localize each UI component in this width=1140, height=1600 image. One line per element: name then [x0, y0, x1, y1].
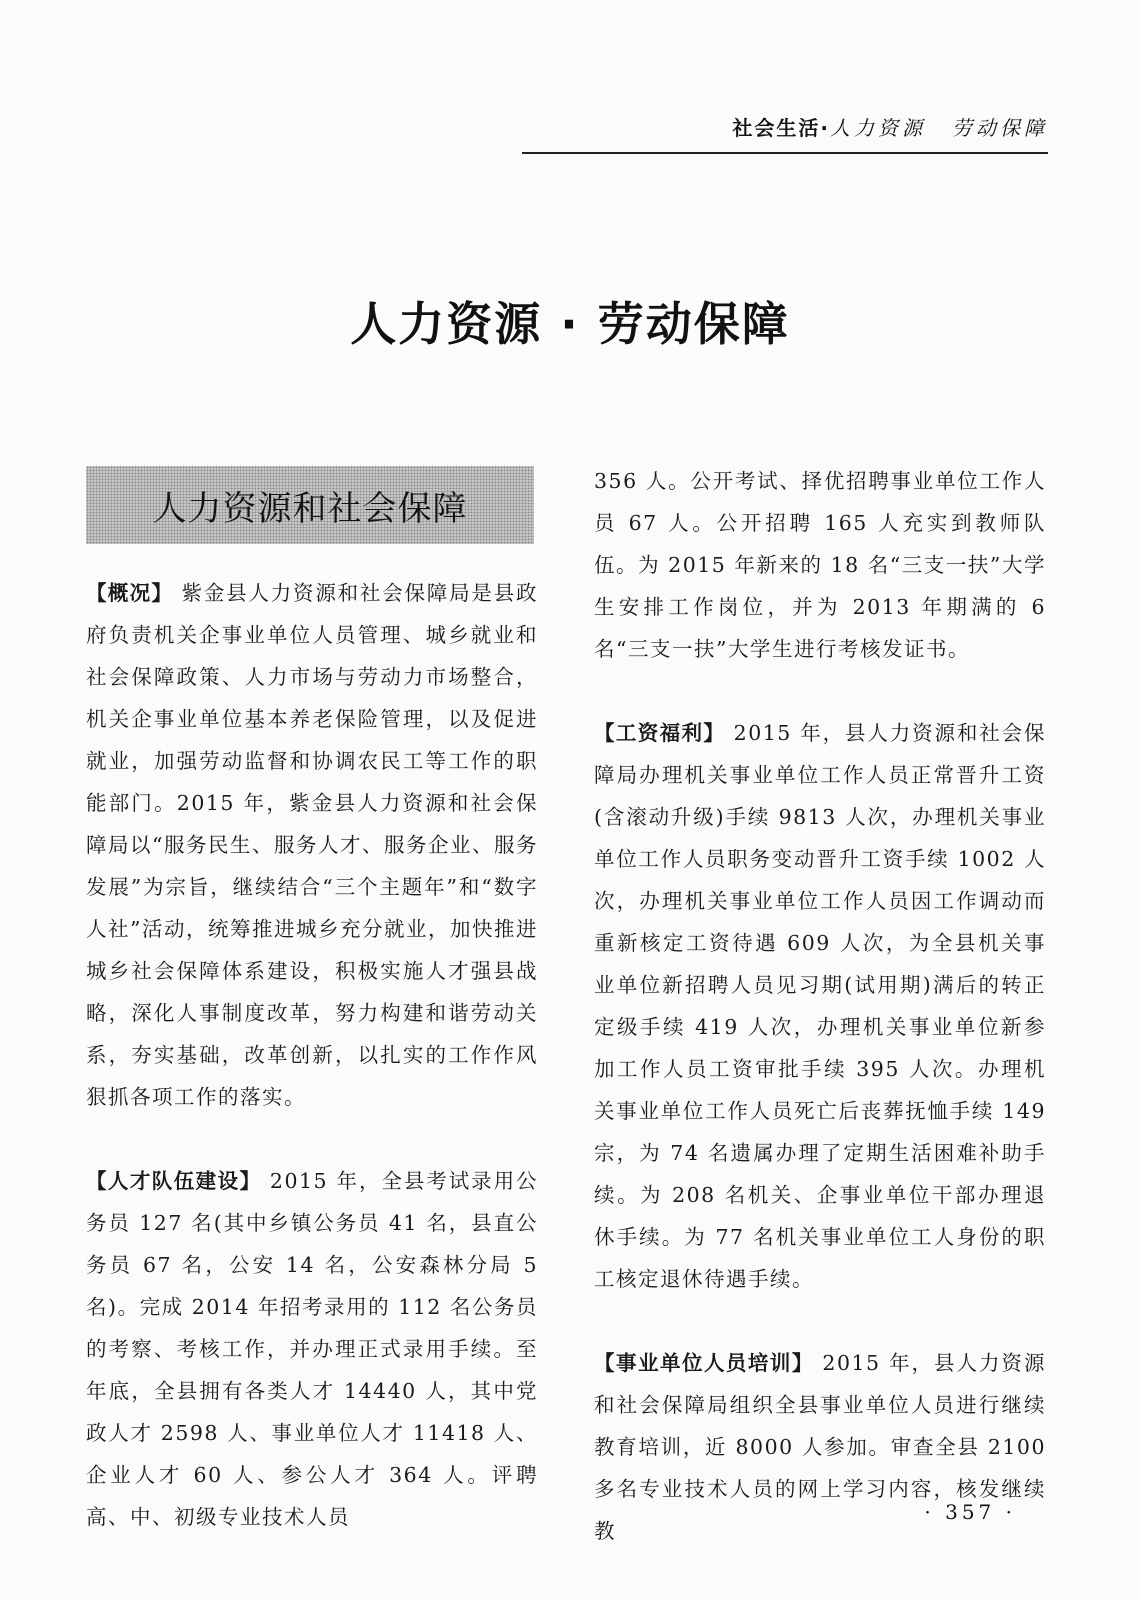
- paragraph-lead: 【事业单位人员培训】: [594, 1351, 814, 1375]
- page-title: 人力资源 · 劳动保障: [350, 297, 790, 351]
- paragraph-continued: [594, 460, 1046, 670]
- paragraph-overview: [86, 572, 538, 1118]
- running-head-subsection: 人力资源: [830, 116, 926, 140]
- right-column: [594, 460, 1046, 1594]
- section-heading: 人力资源和社会保障: [152, 488, 468, 529]
- paragraph-lead: 【概况】: [86, 581, 174, 605]
- section-banner: [86, 466, 534, 544]
- paragraph-text: 2015 年，全县考试录用公务员 127 名(其中乡镇公务员 41 名，县直公务员 67 名，公安 14 名，公安森林分局 5 名)。完成 2014 年招考录用的 112 名公务员的考察、考核工作，并办理正式录用手续。至年底，全县拥有各类人才 14440 人，其中党政人才 2598 人、事业单位人才 11418 人、企业人才 60 人、参公人才 364 人。评聘高、中、初级专业技术人员: [86, 1169, 539, 1529]
- running-head-section: 社会生活: [732, 116, 821, 140]
- paragraph-text: 紫金县人力资源和社会保障局是县政府负责机关企事业单位人员管理、城乡就业和社会保障政策、人力市场与劳动力市场整合，机关企事业单位基本养老保险管理，以及促进就业，加强劳动监督和协调农民工等工作的职能部门。2015 年，紫金县人力资源和社会保障局以“服务民生、服务人才、服务企业、服务发展”为宗旨，继续结合“三个主题年”和“数字人社”活动，统筹推进城乡充分就业，加快推进城乡社会保障体系建设，积极实施人才强县战略，深化人事制度改革，努力构建和谐劳动关系，夯实基础，改革创新，以扎实的工作作风狠抓各项工作的落实。: [86, 581, 539, 1109]
- paragraph-text: 2015 年，县人力资源和社会保障局办理机关事业单位工作人员正常晋升工资(含滚动升级)手续 9813 人次，办理机关事业单位工作人员职务变动晋升工资手续 1002 人次，办理机关事业单位工作人员因工作调动而重新核定工资待遇 609 人次，为全县机关事业单位新招聘人员见习期(试用期)满后的转正定级手续 419 人次，办理机关事业单位新参加工作人员工资审批手续 395 人次。办理机关事业单位工作人员死亡后丧葬抚恤手续 149 宗，为 74 名遗属办理了定期生活困难补助手续。为 208 名机关、企事业单位干部办理退休手续。为 77 名机关事业单位工人身份的职工核定退休待遇手续。: [594, 721, 1046, 1291]
- paragraph-wages: [594, 712, 1046, 1300]
- running-head-topic: 劳动保障: [952, 116, 1048, 140]
- running-head: [732, 112, 1048, 141]
- left-column: [86, 572, 538, 1580]
- page-number: · 357 ·: [924, 1500, 1016, 1524]
- paragraph-lead: 【人才队伍建设】: [86, 1169, 262, 1193]
- header-rule: [522, 152, 1048, 154]
- paragraph-text: 2015 年，县人力资源和社会保障局组织全县事业单位人员进行继续教育培训，近 8000 人参加。审查全县 2100 多名专业技术人员的网上学习内容，核发继续教: [594, 1351, 1046, 1543]
- running-head-separator: ·: [820, 116, 830, 140]
- paragraph-lead: 【工资福利】: [594, 721, 726, 745]
- paragraph-text: 356 人。公开考试、择优招聘事业单位工作人员 67 人。公开招聘 165 人充实到教师队伍。为 2015 年新来的 18 名“三支一扶”大学生安排工作岗位，并为 2013 年期满的 6 名“三支一扶”大学生进行考核发证书。: [594, 469, 1046, 661]
- paragraph-talent: [86, 1160, 538, 1538]
